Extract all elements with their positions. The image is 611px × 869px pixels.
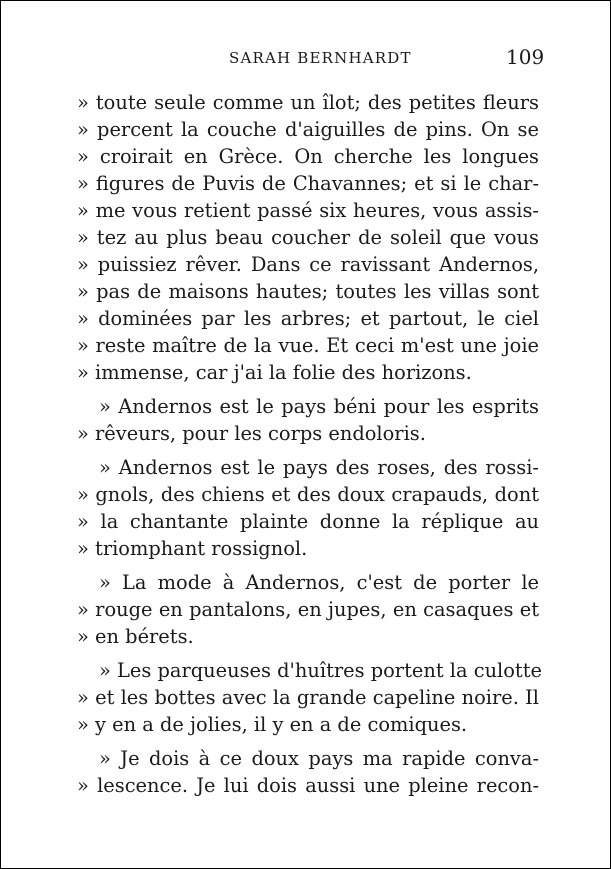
paragraph-gap [77, 738, 539, 745]
text-line: » en bérets. [77, 625, 194, 648]
text-line: » reste maître de la vue. Et ceci m'est une joie [77, 334, 539, 357]
paragraph [77, 569, 539, 650]
paragraph-gap [77, 562, 539, 569]
text-line: » Les parqueuses d'huîtres portent la culotte [99, 659, 542, 682]
page-header [1, 45, 610, 75]
text-line: » Andernos est le pays béni pour les esprits [99, 395, 539, 418]
paragraph [77, 393, 539, 447]
text-line: » y en a de jolies, il y en a de comiques. [77, 713, 468, 736]
text-line: » percent la couche d'aiguilles de pins. On se [77, 118, 539, 141]
text-line: » rouge en pantalons, en jupes, en casaques et [77, 598, 539, 621]
body-text [77, 89, 542, 799]
text-line: » la chantante plainte donne la réplique au [77, 510, 539, 533]
paragraph [77, 657, 542, 738]
text-line: » lescence. Je lui dois aussi une pleine recon- [77, 774, 539, 797]
text-line: » immense, car j'ai la folie des horizons. [77, 361, 472, 384]
text-line: » me vous retient passé six heures, vous assis- [77, 199, 539, 222]
paragraph [77, 89, 539, 386]
text-line: » dominées par les arbres; et partout, le ciel [77, 307, 539, 330]
paragraph [77, 745, 539, 799]
paragraph [77, 454, 539, 562]
running-title: SARAH BERNHARDT [229, 49, 412, 67]
paragraph-gap [77, 447, 539, 454]
text-line: » figures de Puvis de Chavannes; et si le char- [77, 172, 539, 195]
text-line: » puissiez rêver. Dans ce ravissant Andernos, [77, 253, 539, 276]
text-line: » triomphant rossignol. [77, 537, 308, 560]
text-line: » gnols, des chiens et des doux crapauds, dont [77, 483, 539, 506]
paragraph-gap [77, 650, 539, 657]
paragraph-gap [77, 386, 539, 393]
text-line: » croirait en Grèce. On cherche les longues [77, 145, 539, 168]
text-line: » Andernos est le pays des roses, des rossi- [99, 456, 539, 479]
text-line: » toute seule comme un îlot; des petites fleurs [77, 91, 539, 114]
page-number: 109 [506, 45, 545, 69]
text-line: » rêveurs, pour les corps endoloris. [77, 422, 426, 445]
text-line: » pas de maisons hautes; toutes les villas sont [77, 280, 539, 303]
text-line: » et les bottes avec la grande capeline noire. Il [77, 686, 539, 709]
text-line: » La mode à Andernos, c'est de porter le [99, 571, 539, 594]
text-line: » tez au plus beau coucher de soleil que vous [77, 226, 539, 249]
text-line: » Je dois à ce doux pays ma rapide conva- [99, 747, 539, 770]
